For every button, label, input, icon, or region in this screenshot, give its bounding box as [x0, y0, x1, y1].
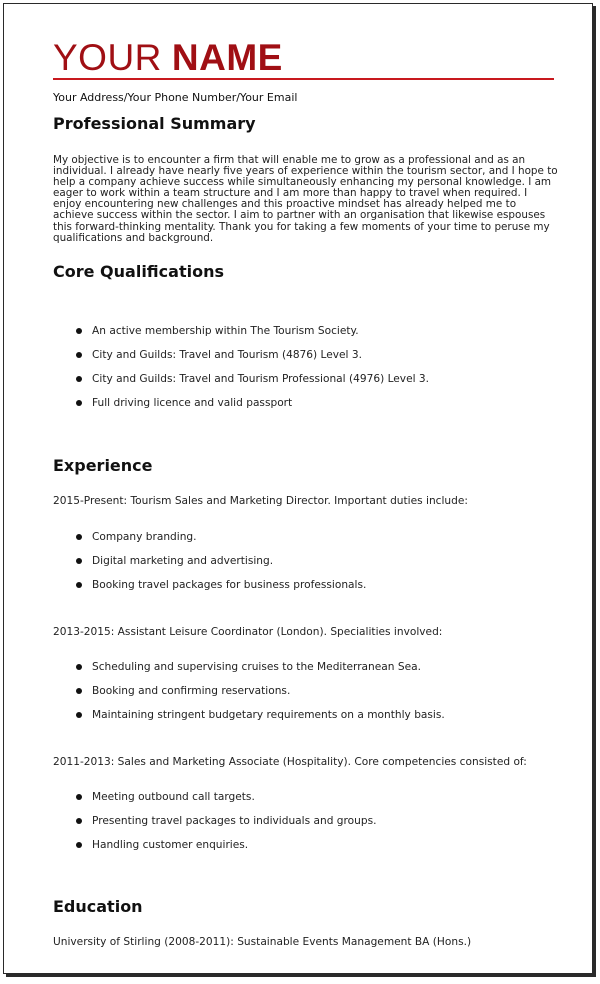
name-first: YOUR [53, 37, 162, 78]
list-item-text: An active membership within The Tourism Society. [92, 325, 359, 337]
list-item [4, 578, 366, 602]
bullet-icon [76, 558, 82, 564]
job-duties-list [4, 660, 445, 732]
list-item [4, 324, 429, 348]
qualifications-heading: Core Qualifications [53, 262, 224, 281]
list-item-text: Scheduling and supervising cruises to the Mediterranean Sea. [92, 661, 421, 673]
list-item [4, 372, 429, 396]
list-item-text: City and Guilds: Travel and Tourism Professional (4976) Level 3. [92, 373, 430, 385]
list-item [4, 814, 376, 838]
bullet-icon [76, 688, 82, 694]
bullet-icon [76, 400, 82, 406]
name-last: NAME [171, 37, 283, 78]
list-item-text: Handling customer enquiries. [92, 839, 249, 851]
bullet-icon [76, 328, 82, 334]
list-item [4, 554, 366, 578]
list-item [4, 838, 376, 862]
bullet-icon [76, 582, 82, 588]
list-item-text: Maintaining stringent budgetary requirements on a monthly basis. [92, 709, 445, 721]
list-item-text: Digital marketing and advertising. [92, 555, 274, 567]
list-item-text: Booking travel packages for business professionals. [92, 579, 367, 591]
summary-heading: Professional Summary [53, 114, 256, 133]
list-item [4, 396, 429, 420]
list-item [4, 530, 366, 554]
bullet-icon [76, 818, 82, 824]
list-item [4, 708, 445, 732]
list-item-text: Full driving licence and valid passport [92, 397, 293, 409]
job-title: 2015-Present: Tourism Sales and Marketing Director. Important duties include: [53, 495, 468, 507]
bullet-icon [76, 376, 82, 382]
education-entry: University of Stirling (2008-2011): Sustainable Events Management BA (Hons.) [53, 936, 472, 948]
job-title: 2013-2015: Assistant Leisure Coordinator (London). Specialities involved: [53, 626, 443, 638]
header-rule [53, 78, 554, 80]
bullet-icon [76, 842, 82, 848]
bullet-icon [76, 712, 82, 718]
list-item [4, 660, 445, 684]
list-item-text: Meeting outbound call targets. [92, 791, 255, 803]
list-item-text: Presenting travel packages to individuals and groups. [92, 815, 377, 827]
job-title: 2011-2013: Sales and Marketing Associate (Hospitality). Core competencies consisted of: [53, 756, 527, 768]
experience-heading: Experience [53, 456, 153, 475]
job-duties-list [4, 530, 366, 602]
list-item [4, 348, 429, 372]
list-item-text: Booking and confirming reservations. [92, 685, 291, 697]
list-item [4, 684, 445, 708]
bullet-icon [76, 534, 82, 540]
bullet-icon [76, 794, 82, 800]
list-item-text: Company branding. [92, 531, 197, 543]
bullet-icon [76, 352, 82, 358]
summary-text: My objective is to encounter a firm that will enable me to grow as a professional and as an individual. I already have nearly five years of experience within the tourism sector, and I hope to help a company achieve success while simultaneously enhancing my personal knowledge. I am eager to work within a team structure and I am more than happy to travel when required. I enjoy encountering new challenges and this proactive mindset has already helped me to achieve success within the sector. I aim to partner with an organisation that likewise espouses this forward-thinking mentality. Thank you for taking a few moments of your time to peruse my qualifications and background. [53, 154, 558, 244]
job-duties-list [4, 790, 376, 862]
list-item [4, 790, 376, 814]
resume-page [3, 3, 593, 974]
education-heading: Education [53, 897, 143, 916]
contact-line: Your Address/Your Phone Number/Your Email [53, 91, 298, 104]
qualifications-list [4, 324, 429, 420]
bullet-icon [76, 664, 82, 670]
list-item-text: City and Guilds: Travel and Tourism (4876) Level 3. [92, 349, 362, 361]
resume-name [53, 38, 283, 78]
